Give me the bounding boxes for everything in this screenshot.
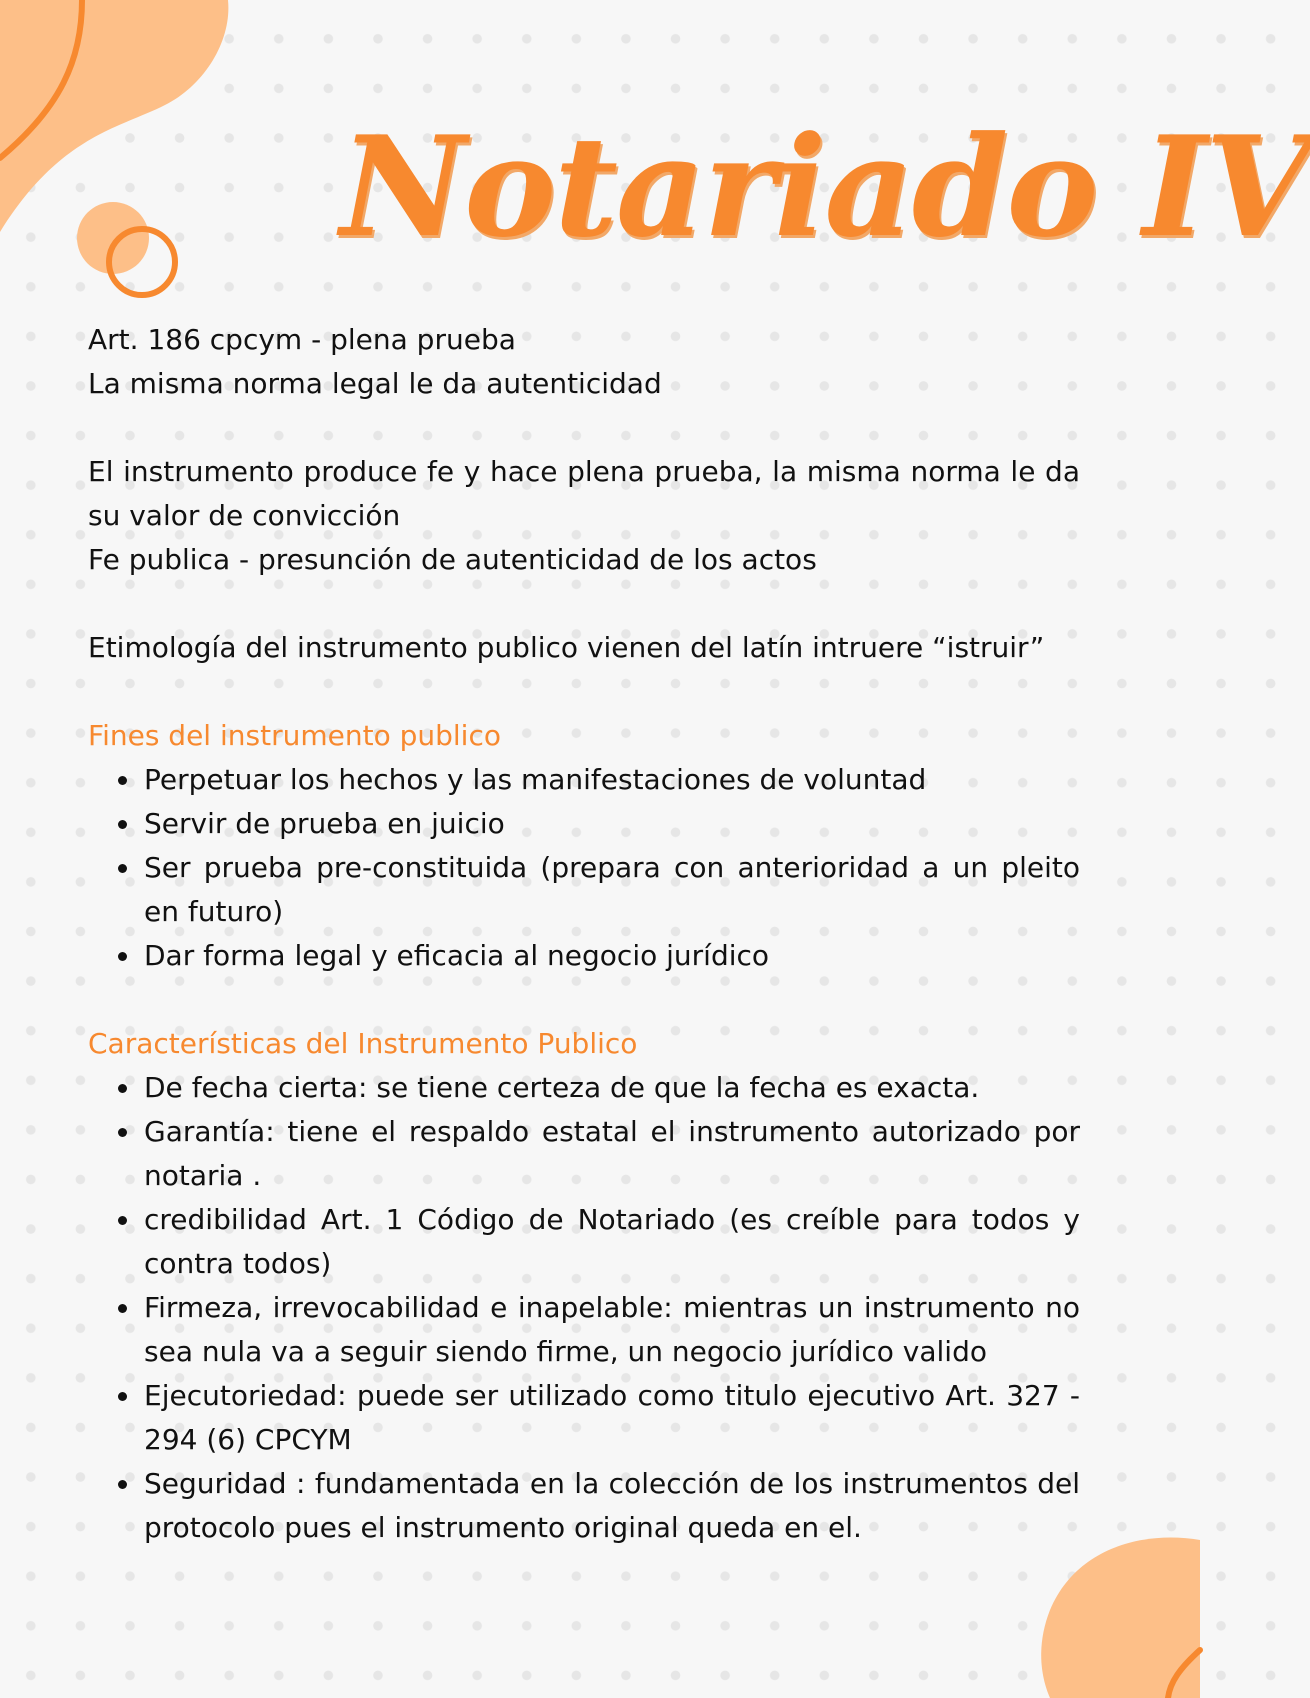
list-item-text: De fecha cierta: se tiene certeza de que la fecha es exacta. <box>144 1071 980 1104</box>
bullet-icon <box>118 820 127 829</box>
bullet-icon <box>118 1480 127 1489</box>
bullet-icon <box>118 1304 127 1313</box>
paragraph-spacer <box>88 582 1080 626</box>
document-body <box>88 318 1080 1550</box>
bullet-icon <box>118 952 127 961</box>
list-item-text: Firmeza, irrevocabilidad e inapelable: mientras un instrumento no sea nula va a seguir siendo firme, un negocio jurídico valido <box>144 1291 1080 1368</box>
circle-decoration <box>70 196 190 306</box>
section-heading: Fines del instrumento publico <box>88 719 501 752</box>
bullet-icon <box>118 1084 127 1093</box>
bullet-list <box>88 1066 1080 1550</box>
intro-block <box>88 318 1080 714</box>
list-item <box>88 1066 1080 1110</box>
section-spacer <box>88 978 1080 1022</box>
list-item <box>88 1374 1080 1462</box>
list-item <box>88 934 1080 978</box>
intro-paragraph: Etimología del instrumento publico vienen del latín intruere “istruir” <box>88 631 1045 664</box>
bullet-icon <box>118 1392 127 1401</box>
list-item-text: Perpetuar los hechos y las manifestaciones de voluntad <box>144 763 927 796</box>
intro-paragraph: Fe publica - presunción de autenticidad de los actos <box>88 543 817 576</box>
paragraph-spacer <box>88 406 1080 450</box>
bullet-icon <box>118 864 127 873</box>
bullet-icon <box>118 776 127 785</box>
list-item-text: Dar forma legal y eficacia al negocio jurídico <box>144 939 770 972</box>
list-item-text: Ser prueba pre-constituida (prepara con anterioridad a un pleito en futuro) <box>144 851 1080 928</box>
intro-paragraph: El instrumento produce fe y hace plena prueba, la misma norma le da su valor de convicción <box>88 455 1080 532</box>
intro-paragraph: La misma norma legal le da autenticidad <box>88 367 662 400</box>
list-item-text: Seguridad : fundamentada en la colección de los instrumentos del protocolo pues el instrumento original queda en el. <box>144 1467 1080 1544</box>
bottom-right-blob-decoration <box>1020 1530 1200 1698</box>
paragraph-spacer <box>88 670 1080 714</box>
list-item-text: Garantía: tiene el respaldo estatal el instrumento autorizado por notaria . <box>144 1115 1080 1192</box>
bullet-icon <box>118 1128 127 1137</box>
list-item <box>88 1462 1080 1550</box>
list-item-text: Servir de prueba en juicio <box>144 807 505 840</box>
list-item <box>88 1110 1080 1198</box>
page-title: Notariado IV <box>340 105 1310 268</box>
list-item-text: Ejecutoriedad: puede ser utilizado como titulo ejecutivo Art. 327 - 294 (6) CPCYM <box>144 1379 1080 1456</box>
list-item <box>88 802 1080 846</box>
sections-block <box>88 714 1080 1550</box>
list-item <box>88 1198 1080 1286</box>
section-heading: Características del Instrumento Publico <box>88 1027 638 1060</box>
bullet-list <box>88 758 1080 978</box>
list-item <box>88 1286 1080 1374</box>
bullet-icon <box>118 1216 127 1225</box>
list-item <box>88 846 1080 934</box>
list-item <box>88 758 1080 802</box>
list-item-text: credibilidad Art. 1 Código de Notariado (es creíble para todos y contra todos) <box>144 1203 1080 1280</box>
intro-paragraph: Art. 186 cpcym - plena prueba <box>88 323 516 356</box>
